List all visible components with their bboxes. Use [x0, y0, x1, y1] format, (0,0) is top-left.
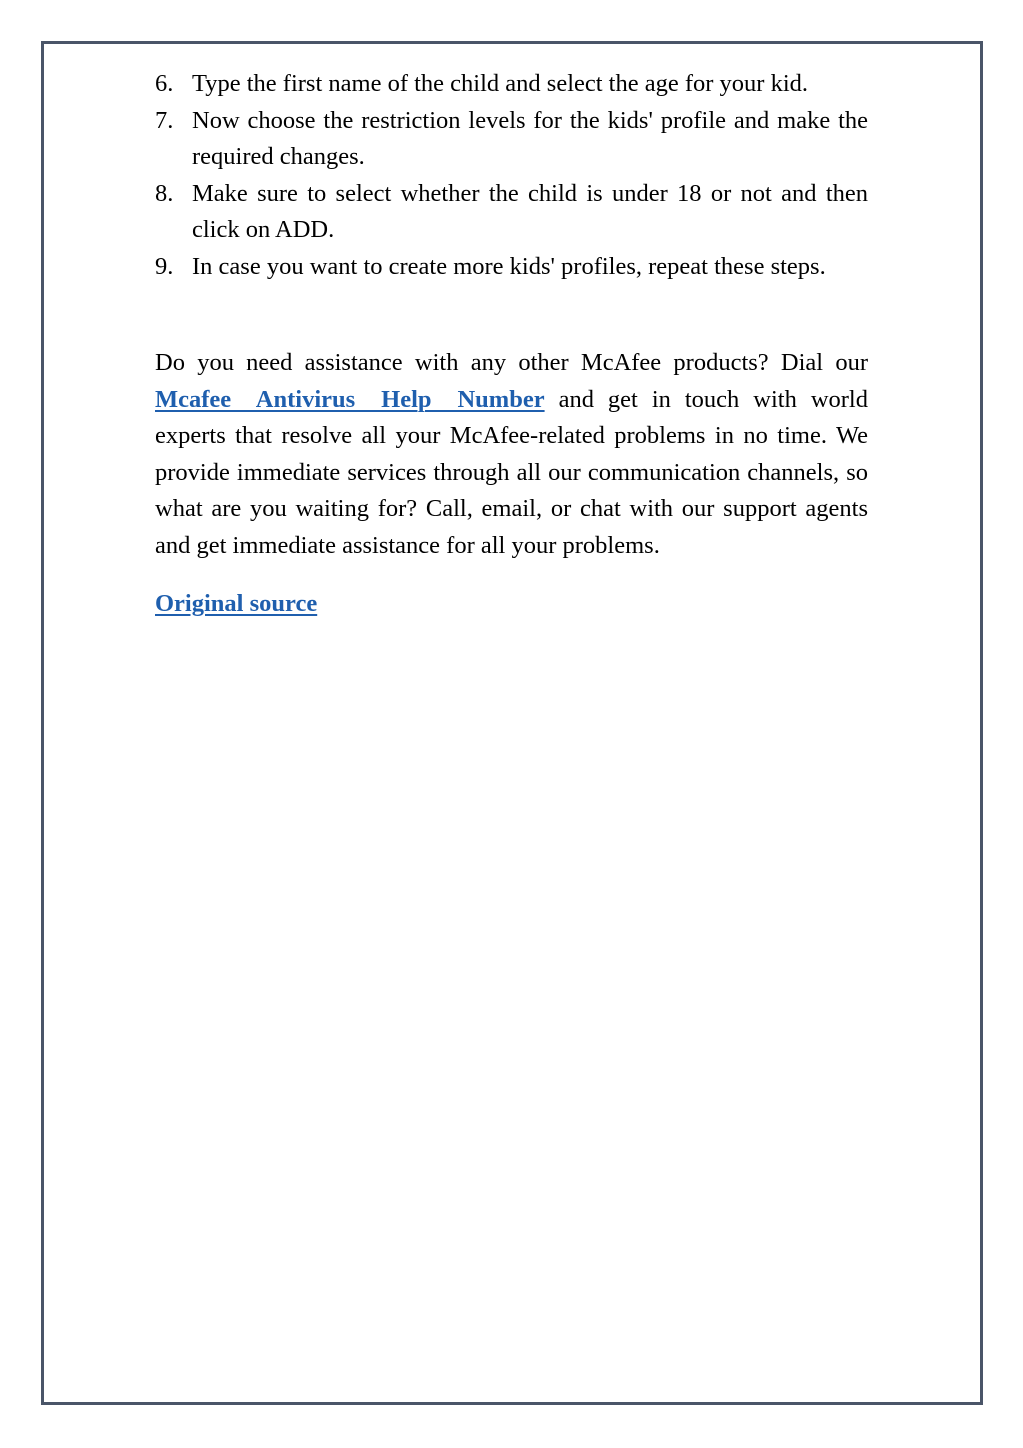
list-item [155, 176, 868, 249]
list-item [155, 66, 868, 103]
list-item-text: Make sure to select whether the child is under 18 or not and then click on ADD. [192, 179, 868, 243]
list-item-number: 6. [155, 70, 174, 97]
list-item-number: 9. [155, 252, 174, 280]
list-item-number: 7. [155, 106, 174, 134]
list-item-text: In case you want to create more kids' profiles, repeat these steps. [192, 252, 826, 280]
help-number-link[interactable]: Mcafee Antivirus Help Number [155, 385, 545, 413]
original-source-link[interactable]: Original source [155, 590, 318, 617]
steps-list [155, 66, 868, 285]
paragraph-text-start: Do you need assistance with any other McAfee products? Dial our [155, 349, 868, 376]
support-paragraph [155, 345, 868, 564]
list-item [155, 249, 868, 286]
list-item-text: Type the first name of the child and select the age for your kid. [192, 70, 809, 97]
source-paragraph [155, 586, 868, 623]
list-item-number: 8. [155, 179, 174, 207]
list-item-text: Now choose the restriction levels for the kids' profile and make the required changes. [192, 106, 868, 170]
paragraph-text-end: and get in touch with world experts that resolve all your McAfee-related problems in no time. We provide immediate services through all our communication channels, so what are you waiting for? Call, email, or chat with our support agents and get immediate assistance for all your problems. [155, 385, 868, 559]
document-body [155, 66, 868, 623]
list-item [155, 103, 868, 176]
